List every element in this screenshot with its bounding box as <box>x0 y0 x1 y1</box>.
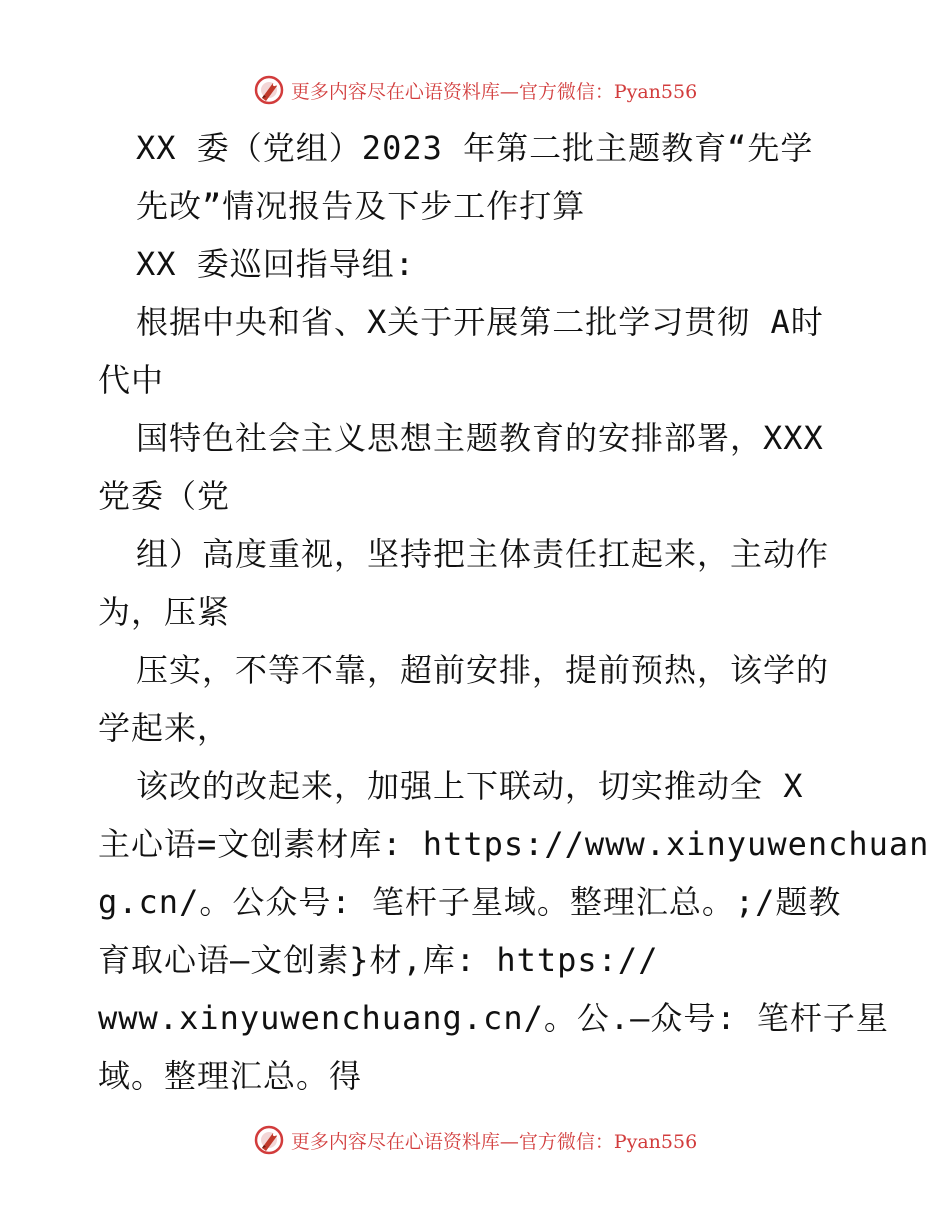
doc-line: XX 委（党组）2023 年第二批主题教育“先学 <box>136 129 814 167</box>
footer-watermark-banner <box>0 1120 950 1160</box>
doc-line: 主心语=文创素材库: https://www.xinyuwenchuan <box>98 825 930 863</box>
doc-line: g.cn/。公众号: 笔杆子星域。整理汇总。;/题教 <box>98 883 842 921</box>
doc-line: 域。整理汇总。得 <box>98 1057 363 1095</box>
doc-line: 代中 <box>98 361 165 399</box>
doc-line: 学起来， <box>98 709 231 747</box>
header-watermark-banner <box>0 70 950 110</box>
doc-line: 党委（党 <box>98 477 231 515</box>
pen-nib-logo-icon <box>253 1124 285 1156</box>
doc-line: 育取心语—文创素}材,库: https:// <box>98 941 659 979</box>
doc-line: XX 委巡回指导组: <box>136 245 416 283</box>
pen-nib-logo-icon <box>253 74 285 106</box>
doc-line: 为，压紧 <box>98 593 231 631</box>
watermark-text: 更多内容尽在心语资料库—官方微信：Pyan556 <box>290 80 698 103</box>
doc-line: www.xinyuwenchuang.cn/。公.—众号: 笔杆子星 <box>98 999 889 1037</box>
doc-line: 压实，不等不靠，超前安排，提前预热，该学的 <box>136 651 830 689</box>
doc-line: 国特色社会主义思想主题教育的安排部署，XXX <box>136 419 824 457</box>
doc-line: 先改”情况报告及下步工作打算 <box>136 187 586 225</box>
doc-line: 根据中央和省、X关于开展第二批学习贯彻 A时 <box>136 303 824 341</box>
doc-line: 该改的改起来，加强上下联动，切实推动全 X <box>136 767 804 805</box>
watermark-text: 更多内容尽在心语资料库—官方微信：Pyan556 <box>290 1130 698 1153</box>
watermark-group <box>253 1124 697 1156</box>
watermark-group <box>253 74 697 106</box>
doc-line: 组）高度重视，坚持把主体责任扛起来，主动作 <box>136 535 830 573</box>
